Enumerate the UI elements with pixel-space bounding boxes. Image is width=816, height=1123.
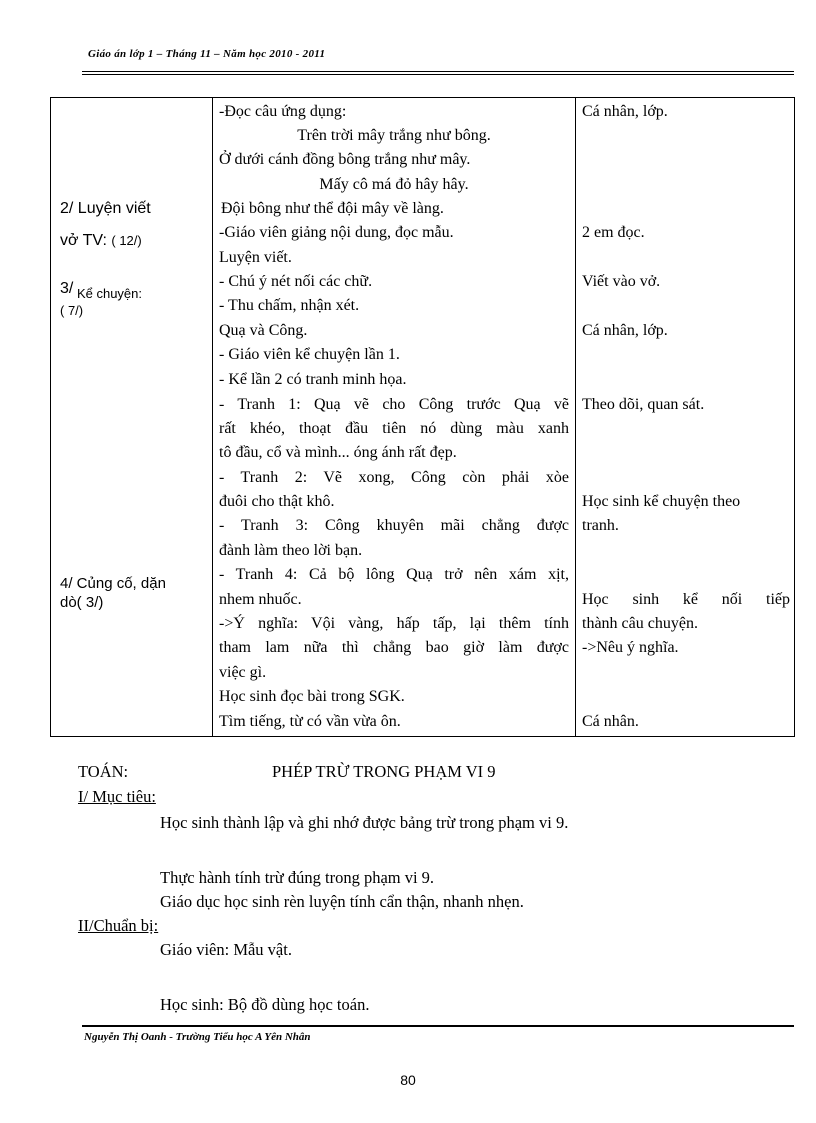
- form-line: Theo dõi, quan sát.: [582, 396, 705, 413]
- cung-co-label: 4/ Củng cố, dặn: [60, 575, 166, 592]
- page-header: Giáo án lớp 1 – Tháng 11 – Năm học 2010 - 2011: [88, 48, 326, 60]
- form-line: Cá nhân, lớp.: [582, 322, 668, 339]
- content-line: Trên trời mây trắng như bông.: [297, 127, 491, 144]
- lesson-table: [50, 97, 795, 737]
- form-line: Học sinh kể chuyện theo: [582, 493, 741, 510]
- content-line: - Thu chấm, nhận xét.: [219, 297, 360, 314]
- content-line: Mấy cô má đỏ hây hây.: [319, 176, 469, 193]
- luyen-viet-time: ( 12/): [111, 233, 142, 248]
- content-line: - Tranh 1: Quạ vẽ cho Công trước Quạ vẽ: [219, 396, 569, 413]
- form-line: 2 em đọc.: [582, 224, 645, 241]
- content-line: tô đầu, cổ và mình... óng ánh rất đẹp.: [219, 444, 457, 461]
- content-column: [213, 98, 576, 737]
- content-line: Quạ và Công.: [219, 322, 308, 339]
- content-line: rất khéo, thoạt đầu tiên nó dùng màu xanh: [219, 420, 569, 437]
- muc-tieu-heading: I/ Mục tiêu:: [78, 787, 156, 806]
- content-line: đuôi cho thật khô.: [219, 493, 335, 510]
- ke-chuyen-time: ( 7/): [60, 303, 84, 318]
- content-line: ->Ý nghĩa: Vội vàng, hấp tấp, lại thêm tính: [219, 615, 569, 632]
- form-line: thành câu chuyện.: [582, 615, 698, 632]
- content-line: - Tranh 4: Cả bộ lông Quạ trở nên xám xịt,: [219, 566, 569, 583]
- content-line: - Kể lần 2 có tranh minh họa.: [219, 371, 407, 388]
- form-line: Học sinh kể nối tiếp: [582, 591, 790, 608]
- content-line: Đội bông như thể đội mây về làng.: [221, 200, 444, 217]
- activity-column: [51, 98, 213, 737]
- cung-co-label-2: dò( 3/): [60, 594, 104, 611]
- content-line: Học sinh đọc bài trong SGK.: [219, 688, 405, 705]
- chuan-bi-heading: II/Chuẩn bị:: [78, 916, 159, 935]
- ke-chuyen-label: 3/ $_{Kể chuyện:}$: [60, 280, 142, 301]
- luyen-viet-label-2: vở TV: ( 12/): [60, 232, 142, 249]
- content-line: đành làm theo lời bạn.: [219, 542, 363, 559]
- objective-3: Giáo dục học sinh rèn luyện tính cẩn thận, nhanh nhẹn.: [160, 892, 524, 911]
- subject-label: TOÁN:: [78, 762, 129, 781]
- lesson-title: PHÉP TRỪ TRONG PHẠM VI 9: [272, 762, 496, 781]
- content-line: nhem nhuốc.: [219, 591, 302, 608]
- footer-rule: [82, 1025, 794, 1027]
- objective-2: Thực hành tính trừ đúng trong phạm vi 9.: [160, 868, 435, 887]
- page-number: 80: [400, 1072, 416, 1088]
- form-line: Cá nhân.: [582, 713, 639, 730]
- objective-1: Học sinh thành lập và ghi nhớ được bảng trừ trong phạm vi 9.: [160, 813, 569, 832]
- page-footer: Nguyễn Thị Oanh - Trường Tiểu học A Yên Nhân: [84, 1031, 311, 1043]
- form-column: [576, 98, 795, 737]
- luyen-viet-label: 2/ Luyện viết: [60, 200, 151, 217]
- header-rule-bottom: [82, 74, 794, 75]
- content-line: Luyện viết.: [219, 249, 292, 266]
- content-line: việc gì.: [219, 664, 267, 681]
- header-rule-top: [82, 71, 794, 72]
- form-line: ->Nêu ý nghĩa.: [582, 639, 679, 656]
- content-line: - Chú ý nét nối các chữ.: [219, 273, 373, 290]
- content-line: -Giáo viên giảng nội dung, đọc mẫu.: [219, 224, 454, 241]
- content-line: -Đọc câu ứng dụng:: [219, 103, 347, 120]
- form-line: Viết vào vở.: [582, 273, 661, 290]
- content-line: - Tranh 3: Công khuyên mãi chẳng được: [219, 517, 569, 534]
- content-line: - Giáo viên kể chuyện lần 1.: [219, 346, 400, 363]
- prep-teacher: Giáo viên: Mẫu vật.: [160, 940, 292, 959]
- content-line: tham lam nữa thì chẳng bao giờ làm được: [219, 639, 569, 656]
- content-line: Ở dưới cánh đồng bông trắng như mây.: [219, 151, 471, 168]
- form-line: Cá nhân, lớp.: [582, 103, 668, 120]
- content-line: Tìm tiếng, từ có vần vừa ôn.: [219, 713, 401, 730]
- prep-student: Học sinh: Bộ đồ dùng học toán.: [160, 995, 370, 1014]
- content-line: - Tranh 2: Vẽ xong, Công còn phải xòe: [219, 469, 569, 486]
- form-line: tranh.: [582, 517, 619, 534]
